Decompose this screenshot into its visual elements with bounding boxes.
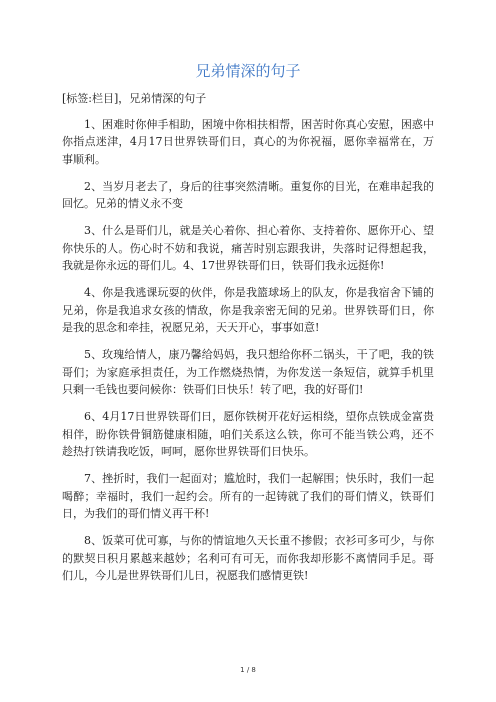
document-body — [62, 90, 434, 594]
paragraph-5: 5、玫瑰给情人，康乃馨给妈妈，我只想给你杯二锅头，干了吧，我的铁哥们；为家庭承担责任，为工作燃烧热情，为你发送一条短信，就算手机里只剩一毛钱也要问候你：铁哥们日快乐！转了吧，我的好哥们! — [62, 348, 434, 396]
paragraph-3: 3、什么是哥们儿，就是关心着你、担心着你、支持着你、愿你开心、望你快乐的人。伤心时不妨和我说，痛苦时别忘跟我讲，失落时记得想起我，我就是你永远的哥们儿。4、17世界铁哥们日，铁哥们我永远挺你! — [62, 224, 434, 272]
paragraph-7: 7、挫折时，我们一起面对；尴尬时，我们一起解围；快乐时，我们一起喝醉；幸福时，我们一起约会。所有的一起铸就了我们的哥们情义，铁哥们日，为我们的哥们情义再干杯! — [62, 472, 434, 520]
paragraph-2: 2、当岁月老去了，身后的往事突然清晰。重复你的目光，在难串起我的回忆。兄弟的情义永不变 — [62, 179, 434, 210]
tag-line: [标签:栏目]，兄弟情深的句子 — [62, 92, 207, 105]
paragraph-8: 8、饭菜可优可寡，与你的情谊地久天长重不掺假；衣衫可多可少，与你的默契日积月累越来越妙；名利可有可无，而你我却形影不离情同手足。哥们儿，今儿是世界铁哥们儿日，祝愿我们感情更铁! — [62, 534, 434, 582]
page-number: 1 / 8 — [240, 666, 256, 674]
paragraph-6: 6、4月17日世界铁哥们日，愿你铁树开花好运相绕，望你点铁成金富贵相伴，盼你铁骨铜筋健康相随，咱们关系这么铁，你可不能当铁公鸡，还不趁热打铁请我吃饭，呵呵，愿你世界铁哥们日快乐。 — [62, 410, 434, 458]
paragraph-4: 4、你是我逃课玩耍的伙伴，你是我篮球场上的队友，你是我宿舍下铺的兄弟，你是我追求女孩的情敌，你是我亲密无间的兄弟。世界铁哥们日，你是我的思念和牵挂，祝愿兄弟，天天开心，事事如意! — [62, 286, 434, 334]
paragraph-1: 1、困难时你伸手相助，困境中你相扶相帮，困苦时你真心安慰，困惑中你指点迷津，4月17日世界铁哥们日，真心的为你祝福，愿你幸福常在，万事顺利。 — [62, 117, 434, 166]
document-title: 兄弟情深的句子 — [195, 62, 301, 80]
